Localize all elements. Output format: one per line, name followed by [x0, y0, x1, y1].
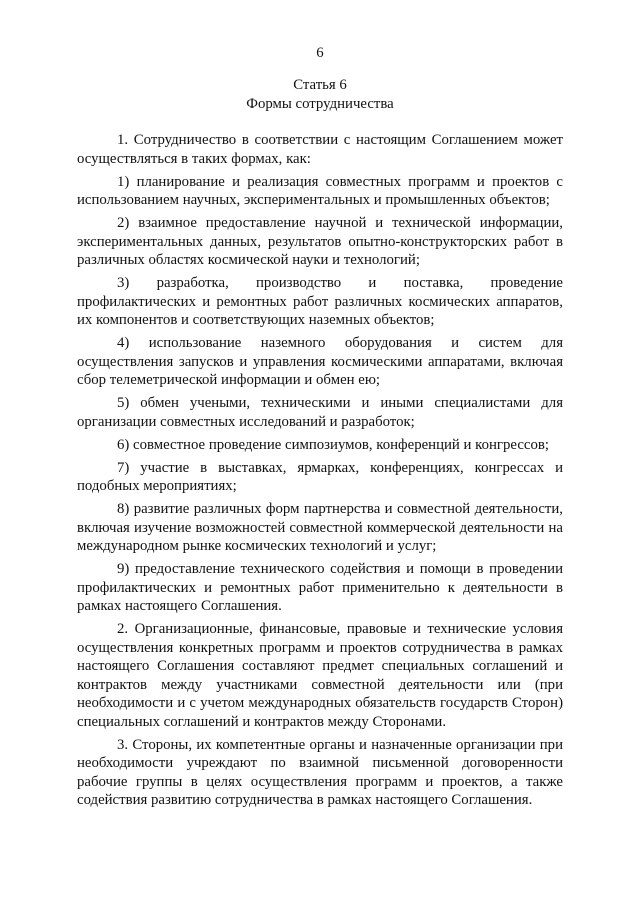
list-item-9: 9) предоставление технического содействия и помощи в проведении профилактических и ремонтных работ применительно к деятельности в рамках настоящего Соглашения. — [77, 561, 563, 614]
list-item-6: 6) совместное проведение симпозиумов, конференций и конгрессов; — [117, 436, 549, 453]
list-item-2: 2) взаимное предоставление научной и технической информации, экспериментальных данных, результатов опытно-конструкторских работ в различных областях космической науки и технологий; — [77, 215, 563, 268]
article-body — [77, 131, 563, 814]
list-item-1: 1) планирование и реализация совместных программ и проектов с использованием научных, экспериментальных и промышленных объектов; — [77, 173, 563, 208]
article-title: Формы сотрудничества — [246, 96, 394, 112]
list-item-8: 8) развитие различных форм партнерства и совместной деятельности, включая изучение возможностей совместной коммерческой деятельности на международном рынке космических технологий и услуг; — [77, 501, 563, 554]
list-item-3: 3) разработка, производство и поставка, проведение профилактических и ремонтных работ различных космических аппаратов, их компонентов и соответствующих наземных объектов; — [77, 275, 563, 328]
paragraph-2: 2. Организационные, финансовые, правовые и технические условия осуществления конкретных программ и проектов сотрудничества в рамках настоящего Соглашения составляют предмет специальных соглашений и контрактов между участниками совместной деятельности или (при необходимости и с учетом международных обязательств государств Сторон) специальных соглашений и контрактов между Сторонами. — [77, 621, 563, 730]
page-number: 6 — [316, 45, 324, 61]
list-item-4: 4) использование наземного оборудования и систем для осуществления запусков и управления космическими аппаратами, включая сбор телеметрической информации и обмен ею; — [77, 335, 563, 388]
list-item-5: 5) обмен учеными, техническими и иными специалистами для организации совместных исследований и разработок; — [77, 395, 563, 430]
paragraph-3: 3. Стороны, их компетентные органы и назначенные организации при необходимости учреждают по взаимной письменной договоренности рабочие группы в целях осуществления программ и проектов, а также содействия развитию сотрудничества в рамках настоящего Соглашения. — [77, 736, 563, 808]
article-heading — [0, 76, 640, 114]
list-item-7: 7) участие в выставках, ярмарках, конференциях, конгрессах и подобных мероприятиях; — [77, 459, 563, 494]
paragraph-1: 1. Сотрудничество в соответствии с настоящим Соглашением может осуществляться в таких формах, как: — [77, 132, 563, 167]
article-number: Статья 6 — [293, 77, 347, 93]
